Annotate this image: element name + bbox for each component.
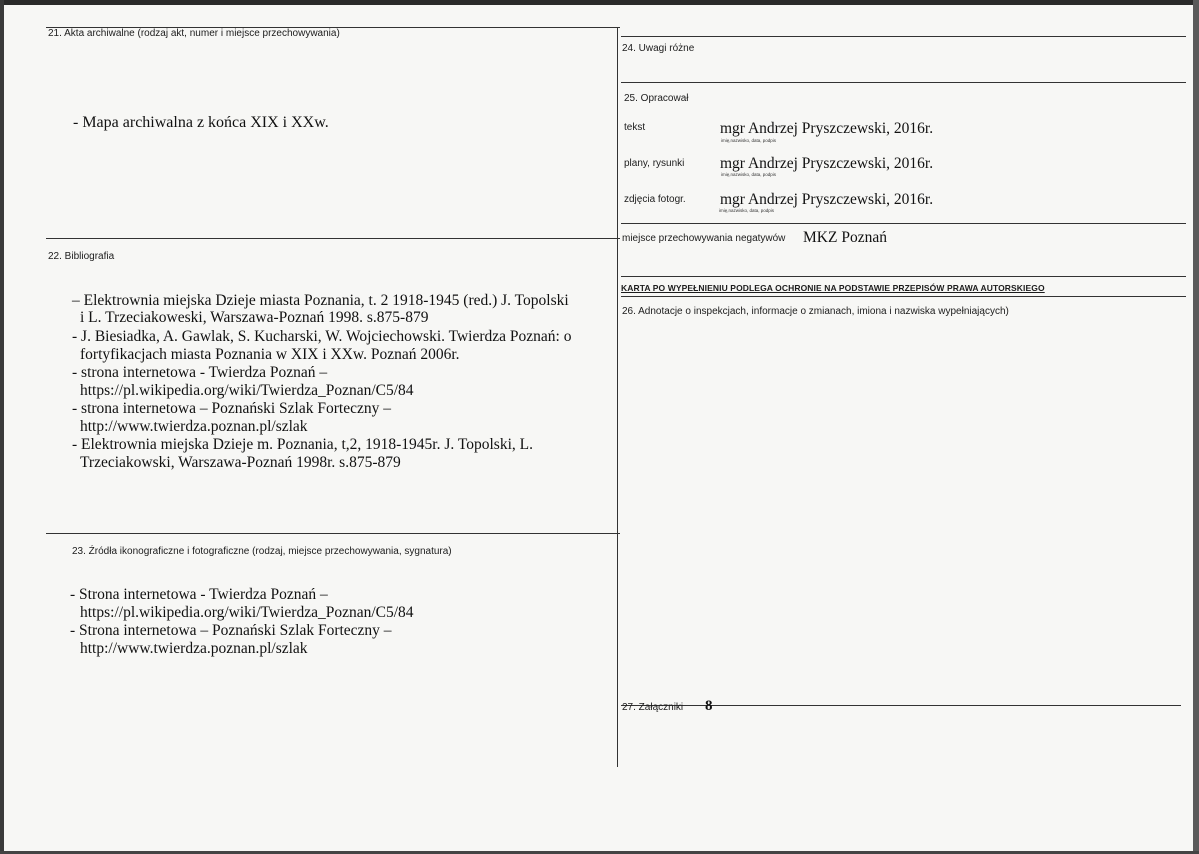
author-row-hint-text: imię,nazwisko, data, podpis	[721, 138, 777, 143]
sources-line-3: - Strona internetowa – Poznański Szlak Forteczny –	[70, 622, 392, 639]
bibliography-line-9: - Elektrownia miejska Dzieje m. Poznania, t,2, 1918-1945r. J. Topolski, L.	[72, 436, 533, 453]
sec25-top-rule	[621, 82, 1186, 83]
sec23-title: 23. Źródła ikonograficzne i fotograficzne (rodzaj, miejsce przechowywania, sygnatura)	[72, 546, 452, 557]
negatives-label: miejsce przechowywania negatywów	[622, 233, 786, 244]
sources-line-2: https://pl.wikipedia.org/wiki/Twierdza_Poznan/C5/84	[80, 604, 414, 621]
sec24-top-rule	[621, 36, 1186, 37]
author-row-value-drawings: mgr Andrzej Pryszczewski, 2016r.	[720, 155, 934, 172]
scan-edge-left	[0, 0, 4, 854]
column-divider	[617, 27, 618, 767]
sources-line-1: - Strona internetowa - Twierdza Poznań –	[70, 586, 328, 603]
sec22-top-rule	[46, 238, 620, 239]
author-row-value-text: mgr Andrzej Pryszczewski, 2016r.	[720, 120, 934, 137]
sec26-top-rule	[621, 296, 1186, 297]
bibliography-line-7: - strona internetowa – Poznański Szlak Forteczny –	[72, 400, 391, 417]
author-row-label-text: tekst	[624, 122, 646, 133]
bibliography-line-1: – Elektrownia miejska Dzieje miasta Poznania, t. 2 1918-1945 (red.) J. Topolski	[72, 292, 569, 309]
author-row-label-drawings: plany, rysunki	[624, 158, 685, 169]
neg-row-top-rule	[621, 223, 1186, 224]
author-row-value-photos: mgr Andrzej Pryszczewski, 2016r.	[720, 191, 934, 208]
bibliography-line-5: - strona internetowa - Twierdza Poznań –	[72, 364, 328, 381]
bibliography-line-2: i L. Trzeciakoweski, Warszawa-Poznań 1998. s.875-879	[80, 309, 429, 326]
scan-edge-right	[1193, 0, 1199, 854]
negatives-value: MKZ Poznań	[803, 229, 887, 246]
bibliography-line-10: Trzeciakowski, Warszawa-Poznań 1998r. s.875-879	[80, 454, 401, 471]
bibliography-line-3: - J. Biesiadka, A. Gawlak, S. Kucharski, W. Wojciechowski. Twierdza Poznań: o	[72, 328, 572, 345]
sec24-title: 24. Uwagi różne	[622, 43, 695, 54]
bibliography-line-6: https://pl.wikipedia.org/wiki/Twierdza_Poznan/C5/84	[80, 382, 414, 399]
scan-edge-top	[0, 0, 1199, 5]
copyright-top-rule	[621, 276, 1186, 277]
sec21-item: - Mapa archiwalna z końca XIX i XXw.	[73, 114, 329, 131]
sec27-title: 27. Załączniki	[622, 702, 684, 713]
attachments-count: 8	[705, 698, 713, 714]
sec25-title: 25. Opracował	[624, 93, 689, 104]
author-row-label-photos: zdjęcia fotogr.	[624, 194, 686, 205]
sources-line-4: http://www.twierdza.poznan.pl/szlak	[80, 640, 308, 657]
sec23-top-rule	[46, 533, 620, 534]
copyright-notice: KARTA PO WYPEŁNIENIU PODLEGA OCHRONIE NA PODSTAWIE PRZEPISÓW PRAWA AUTORSKIEGO	[621, 283, 1045, 293]
author-row-hint-photos: imię,nazwisko, data, podpis	[719, 208, 775, 213]
author-row-hint-drawings: imię,nazwisko, data, podpis	[721, 172, 777, 177]
sec26-title: 26. Adnotacje o inspekcjach, informacje o zmianach, imiona i nazwiska wypełniających)	[622, 306, 1009, 317]
sec21-title: 21. Akta archiwalne (rodzaj akt, numer i miejsce przechowywania)	[48, 28, 340, 39]
bibliography-line-4: fortyfikacjach miasta Poznania w XIX i XXw. Poznań 2006r.	[80, 346, 460, 363]
bibliography-line-8: http://www.twierdza.poznan.pl/szlak	[80, 418, 308, 435]
sec22-title: 22. Bibliografia	[48, 251, 115, 262]
